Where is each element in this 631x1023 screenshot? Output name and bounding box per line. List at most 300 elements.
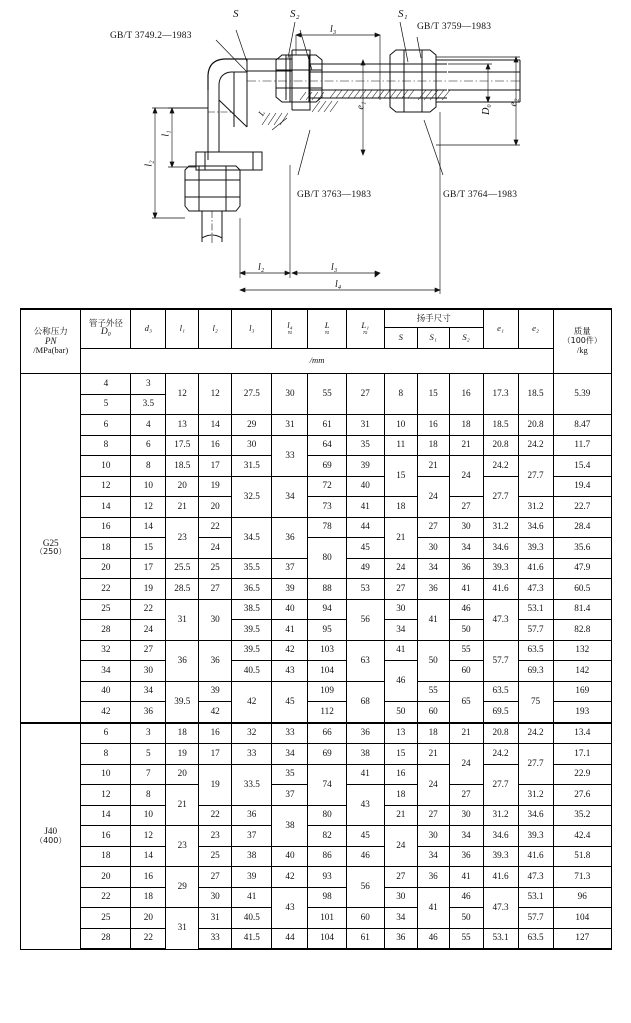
section-name-sub: （400）: [35, 835, 67, 845]
table-row: [21, 681, 612, 702]
cell-e1: 63.5: [483, 681, 518, 702]
cell-l2: 36: [199, 640, 232, 681]
cell-S1: 50: [417, 640, 449, 681]
cell-D0: 5: [81, 394, 131, 415]
cell-e2: 57.7: [518, 620, 553, 641]
table-row: [21, 908, 612, 929]
cell-D0: 25: [81, 908, 131, 929]
cell-d3: 15: [131, 538, 166, 559]
table-row: [21, 744, 612, 765]
cell-L: 104: [308, 928, 346, 949]
cell-S2: 24: [449, 456, 483, 497]
cell-d3: 24: [131, 620, 166, 641]
dim-2xd3: L: [255, 108, 267, 118]
cell-S2: 55: [449, 640, 483, 661]
cell-e2: 47.3: [518, 867, 553, 888]
cell-S2: 50: [449, 908, 483, 929]
cell-e2: 63.5: [518, 928, 553, 949]
cell-D0: 20: [81, 867, 131, 888]
cell-d3: 12: [131, 826, 166, 847]
cell-e1: 27.7: [483, 764, 518, 805]
cell-D0: 6: [81, 723, 131, 744]
cell-d3: 30: [131, 661, 166, 682]
cell-D0: 10: [81, 456, 131, 477]
cell-l1: 29: [166, 867, 199, 908]
cell-S: 30: [384, 887, 417, 908]
cell-D0: 32: [81, 640, 131, 661]
cell-l4: 36: [272, 517, 308, 558]
cell-l3: 31.5: [232, 456, 272, 477]
cell-l4: 38: [272, 805, 308, 846]
cell-e2: 31.2: [518, 497, 553, 518]
cell-l1: 31: [166, 908, 199, 950]
cell-l1: 23: [166, 517, 199, 558]
cell-l2: 31: [199, 908, 232, 929]
header-S1: S₁: [417, 328, 449, 349]
cell-e1: 39.3: [483, 558, 518, 579]
cell-L1: 38: [346, 744, 384, 765]
cell-D0: 14: [81, 805, 131, 826]
cell-l2: 39: [199, 681, 232, 702]
cell-l1: 18: [166, 723, 199, 744]
dim-l2-vertical: l₂: [143, 160, 155, 167]
section-name: G25: [42, 537, 59, 548]
cell-L1: 60: [346, 908, 384, 929]
cell-l1: 18.5: [166, 456, 199, 477]
cell-e1: 17.3: [483, 374, 518, 415]
header-pressure-line3: /MPa(bar): [33, 345, 69, 356]
header-mass-line3: /kg: [576, 344, 588, 355]
cell-l1: 21: [166, 497, 199, 518]
cell-d3: 8: [131, 785, 166, 806]
cell-l1: 31: [166, 599, 199, 640]
cell-S2: 60: [449, 661, 483, 682]
cell-S: 11: [384, 435, 417, 456]
cell-l4: 30: [272, 374, 308, 415]
cell-S1: 55: [417, 681, 449, 702]
cell-l4: 43: [272, 887, 308, 928]
cell-D0: 20: [81, 558, 131, 579]
cell-l1: 28.5: [166, 579, 199, 600]
cell-l3: 42: [232, 681, 272, 723]
cell-S2: 16: [449, 374, 483, 415]
header-L-approx: ≈: [324, 328, 330, 338]
cell-l2: 20: [199, 497, 232, 518]
cell-d3: 3.5: [131, 394, 166, 415]
specification-table: [20, 308, 612, 950]
cell-l1: 12: [166, 374, 199, 415]
table-row: [21, 456, 612, 477]
cell-mass: 22.7: [553, 497, 611, 518]
cell-e1: 20.8: [483, 723, 518, 744]
table-row: [21, 928, 612, 949]
cell-S: 34: [384, 620, 417, 641]
cell-S: 16: [384, 764, 417, 785]
header-unit-row: /mm: [81, 349, 553, 374]
cell-L1: 46: [346, 846, 384, 867]
cell-e2: 53.1: [518, 599, 553, 620]
cell-l3: 39: [232, 867, 272, 888]
section-label-g25: [21, 374, 81, 723]
cell-L1: 63: [346, 640, 384, 681]
cell-l4: 45: [272, 681, 308, 723]
table-row: [21, 415, 612, 436]
cell-D0: 18: [81, 538, 131, 559]
cell-L: 55: [308, 374, 346, 415]
cell-S2: 46: [449, 599, 483, 620]
cell-d3: 16: [131, 867, 166, 888]
cell-S1: 36: [417, 867, 449, 888]
cell-L: 101: [308, 908, 346, 929]
table-row: [21, 579, 612, 600]
cell-l4: 43: [272, 661, 308, 682]
table-row: [21, 846, 612, 867]
cell-e1: 31.2: [483, 805, 518, 826]
dim-l2: l₂: [258, 262, 265, 273]
cell-S1: 21: [417, 456, 449, 477]
header-L1: L₁ ≈: [346, 309, 384, 349]
cell-S1: 41: [417, 599, 449, 640]
cell-D0: 8: [81, 435, 131, 456]
cell-S1: 34: [417, 846, 449, 867]
cell-l4: 37: [272, 558, 308, 579]
cell-e1: 47.3: [483, 887, 518, 928]
cell-l3: 37: [232, 826, 272, 847]
cell-L1: 56: [346, 599, 384, 640]
cell-L1: 40: [346, 476, 384, 497]
table-row: [21, 640, 612, 661]
cell-d3: 34: [131, 681, 166, 702]
dim-l4: l₃: [330, 24, 337, 35]
cell-L1: 43: [346, 785, 384, 826]
cell-l3: 41: [232, 887, 272, 908]
cell-e2: 27.7: [518, 744, 553, 785]
cell-e1: 27.7: [483, 476, 518, 517]
cell-D0: 25: [81, 599, 131, 620]
section-label-j40: [21, 723, 81, 950]
cell-S: 18: [384, 785, 417, 806]
dim-e1: e₁: [355, 101, 367, 110]
cell-S: 15: [384, 456, 417, 497]
cell-e2: 57.7: [518, 908, 553, 929]
cell-S: 13: [384, 723, 417, 744]
cell-l4: 31: [272, 415, 308, 436]
header-mass: [553, 309, 611, 374]
cell-S1: 41: [417, 887, 449, 928]
cell-e2: 75: [518, 681, 553, 723]
cell-L: 98: [308, 887, 346, 908]
cell-mass: 35.6: [553, 538, 611, 559]
cell-l2: 42: [199, 702, 232, 723]
cell-l2: 16: [199, 723, 232, 744]
cell-L: 82: [308, 826, 346, 847]
cell-D0: 12: [81, 476, 131, 497]
cell-d3: 20: [131, 908, 166, 929]
cell-S: 50: [384, 702, 417, 723]
cell-L: 73: [308, 497, 346, 518]
cell-e2: 18.5: [518, 374, 553, 415]
cell-e1: 20.8: [483, 435, 518, 456]
cell-S1: 60: [417, 702, 449, 723]
cell-l2: 30: [199, 599, 232, 640]
cell-L1: 36: [346, 723, 384, 744]
cell-D0: 10: [81, 764, 131, 785]
cell-L1: 31: [346, 415, 384, 436]
cell-D0: 40: [81, 681, 131, 702]
cell-L1: 68: [346, 681, 384, 723]
table-row: [21, 805, 612, 826]
cell-S2: 21: [449, 723, 483, 744]
cell-e1: 39.3: [483, 846, 518, 867]
cell-mass: 13.4: [553, 723, 611, 744]
cell-D0: 8: [81, 744, 131, 765]
cell-L: 109: [308, 681, 346, 702]
cell-S2: 50: [449, 620, 483, 641]
cell-L1: 44: [346, 517, 384, 538]
cell-e2: 47.3: [518, 579, 553, 600]
cell-mass: 5.39: [553, 374, 611, 415]
cell-mass: 193: [553, 702, 611, 723]
cell-e2: 24.2: [518, 435, 553, 456]
cell-mass: 22.9: [553, 764, 611, 785]
cell-e1: 53.1: [483, 928, 518, 949]
header-pressure-line1: 公称压力: [33, 326, 68, 337]
cell-e2: 34.6: [518, 805, 553, 826]
cell-S: 8: [384, 374, 417, 415]
cell-l2: 12: [199, 374, 232, 415]
table-row: [21, 374, 612, 395]
cell-L1: 41: [346, 764, 384, 785]
cell-d3: 10: [131, 476, 166, 497]
header-l1: l₁: [166, 309, 199, 349]
label-S2: S₂: [290, 8, 300, 20]
cell-S2: 65: [449, 681, 483, 723]
cell-S2: 24: [449, 744, 483, 785]
cell-S: 24: [384, 826, 417, 867]
cell-l3: 38.5: [232, 599, 272, 620]
cell-D0: 14: [81, 497, 131, 518]
cell-L: 72: [308, 476, 346, 497]
cell-S2: 21: [449, 435, 483, 456]
cell-S2: 30: [449, 517, 483, 538]
cell-S2: 27: [449, 785, 483, 806]
cell-e2: 53.1: [518, 887, 553, 908]
cell-l4: 41: [272, 620, 308, 641]
cell-L: 112: [308, 702, 346, 723]
cell-d3: 14: [131, 517, 166, 538]
cell-l3: 40.5: [232, 908, 272, 929]
cell-mass: 60.5: [553, 579, 611, 600]
cell-L1: 45: [346, 538, 384, 559]
cell-mass: 132: [553, 640, 611, 661]
cell-e1: 47.3: [483, 599, 518, 640]
specification-table-wrapper: [20, 308, 612, 950]
cell-l2: 23: [199, 826, 232, 847]
cell-l1: 13: [166, 415, 199, 436]
cell-S1: 21: [417, 744, 449, 765]
header-d3: d₃: [131, 309, 166, 349]
cell-e1: 57.7: [483, 640, 518, 681]
cell-S2: 30: [449, 805, 483, 826]
section-name-sub: （250）: [35, 547, 67, 557]
cell-S1: 24: [417, 476, 449, 517]
table-row: [21, 517, 612, 538]
cell-e1: 41.6: [483, 867, 518, 888]
cell-e2: 34.6: [518, 517, 553, 538]
cell-S2: 34: [449, 826, 483, 847]
label-gbt3764: GB/T 3764—1983: [443, 190, 518, 200]
cell-S1: 30: [417, 538, 449, 559]
cell-e1: 34.6: [483, 538, 518, 559]
cell-l2: 30: [199, 887, 232, 908]
cell-l2: 33: [199, 928, 232, 949]
dim-L: l₄: [335, 279, 342, 290]
cell-S: 10: [384, 415, 417, 436]
cell-S: 27: [384, 867, 417, 888]
table-row: [21, 867, 612, 888]
cell-l3: 35.5: [232, 558, 272, 579]
cell-d3: 19: [131, 579, 166, 600]
cell-l3: 33: [232, 744, 272, 765]
cell-D0: 12: [81, 785, 131, 806]
cell-d3: 22: [131, 928, 166, 949]
cell-mass: 71.3: [553, 867, 611, 888]
cell-l3: 32: [232, 723, 272, 744]
cell-S1: 27: [417, 517, 449, 538]
cell-mass: 19.4: [553, 476, 611, 497]
cell-L: 94: [308, 599, 346, 620]
cell-l2: 17: [199, 744, 232, 765]
cell-D0: 16: [81, 826, 131, 847]
cell-d3: 12: [131, 497, 166, 518]
cell-L: 80: [308, 805, 346, 826]
cell-D0: 42: [81, 702, 131, 723]
cell-L1: 61: [346, 928, 384, 949]
label-S: S: [233, 8, 239, 20]
cell-L1: 45: [346, 826, 384, 847]
cell-mass: 15.4: [553, 456, 611, 477]
cell-D0: 28: [81, 620, 131, 641]
label-gbt3749-2: GB/T 3749.2—1983: [110, 31, 192, 41]
cell-S2: 36: [449, 558, 483, 579]
cell-mass: 28.4: [553, 517, 611, 538]
cell-mass: 127: [553, 928, 611, 949]
cell-l2: 24: [199, 538, 232, 559]
table-row: [21, 723, 612, 744]
cell-e1: 24.2: [483, 456, 518, 477]
cell-l2: 25: [199, 558, 232, 579]
cell-L: 64: [308, 435, 346, 456]
cell-S: 41: [384, 640, 417, 661]
cell-mass: 51.8: [553, 846, 611, 867]
cell-S2: 41: [449, 579, 483, 600]
header-mass-line1: 质量: [573, 327, 591, 338]
header-L1-approx: ≈: [363, 328, 368, 338]
cell-l2: 19: [199, 476, 232, 497]
cell-e2: 69.3: [518, 661, 553, 682]
label-S1: S₁: [398, 8, 408, 20]
table-row: [21, 887, 612, 908]
cell-e2: 63.5: [518, 640, 553, 661]
cell-l3: 30: [232, 435, 272, 456]
cell-e1: 24.2: [483, 744, 518, 765]
cell-l3: 40.5: [232, 661, 272, 682]
cell-d3: 5: [131, 744, 166, 765]
cell-S: 30: [384, 599, 417, 620]
cell-d3: 8: [131, 456, 166, 477]
cell-d3: 4: [131, 415, 166, 436]
table-row: [21, 620, 612, 641]
cell-l3: 32.5: [232, 476, 272, 517]
cell-D0: 28: [81, 928, 131, 949]
cell-L: 69: [308, 456, 346, 477]
cell-l2: 27: [199, 867, 232, 888]
cell-S: 34: [384, 908, 417, 929]
cell-S: 15: [384, 744, 417, 765]
cell-S2: 18: [449, 415, 483, 436]
header-pipe-od: [81, 309, 131, 349]
cell-d3: 3: [131, 374, 166, 395]
cell-l4: 40: [272, 599, 308, 620]
cell-l2: 27: [199, 579, 232, 600]
cell-mass: 35.2: [553, 805, 611, 826]
cell-S2: 46: [449, 887, 483, 908]
cell-l3: 33.5: [232, 764, 272, 805]
cell-S: 21: [384, 517, 417, 558]
header-l4: l₄ ≈: [272, 309, 308, 349]
cell-l2: 16: [199, 435, 232, 456]
cell-e1: 34.6: [483, 826, 518, 847]
cell-mass: 81.4: [553, 599, 611, 620]
cell-d3: 27: [131, 640, 166, 661]
cell-L: 93: [308, 867, 346, 888]
label-gbt3763: GB/T 3763—1983: [297, 190, 372, 200]
header-l2: l₂: [199, 309, 232, 349]
cell-D0: 18: [81, 846, 131, 867]
cell-l4: 34: [272, 476, 308, 517]
cell-l4: 35: [272, 764, 308, 785]
cell-l2: 22: [199, 805, 232, 826]
cell-e2: 27.7: [518, 456, 553, 497]
section-name: J40: [44, 825, 58, 836]
cell-S1: 16: [417, 415, 449, 436]
cell-S: 46: [384, 661, 417, 702]
cell-S: 27: [384, 579, 417, 600]
header-e2: e₂: [518, 309, 553, 349]
cell-S: 21: [384, 805, 417, 826]
cell-l3: 34.5: [232, 517, 272, 558]
cell-e2: 41.6: [518, 846, 553, 867]
cell-l3: 41.5: [232, 928, 272, 949]
header-L: L ≈: [308, 309, 346, 349]
cell-e1: 41.6: [483, 579, 518, 600]
dim-e2: e₂: [508, 98, 520, 107]
cell-L: 69: [308, 744, 346, 765]
cell-l4: 39: [272, 579, 308, 600]
dim-l3: l₃: [331, 262, 338, 273]
cell-L1: 49: [346, 558, 384, 579]
cell-l1: 39.5: [166, 681, 199, 723]
cell-d3: 14: [131, 846, 166, 867]
cell-L: 86: [308, 846, 346, 867]
cell-mass: 169: [553, 681, 611, 702]
cell-l2: 17: [199, 456, 232, 477]
cell-e2: 41.6: [518, 558, 553, 579]
cell-l4: 42: [272, 867, 308, 888]
cell-L: 103: [308, 640, 346, 661]
cell-S2: 34: [449, 538, 483, 559]
cell-d3: 7: [131, 764, 166, 785]
